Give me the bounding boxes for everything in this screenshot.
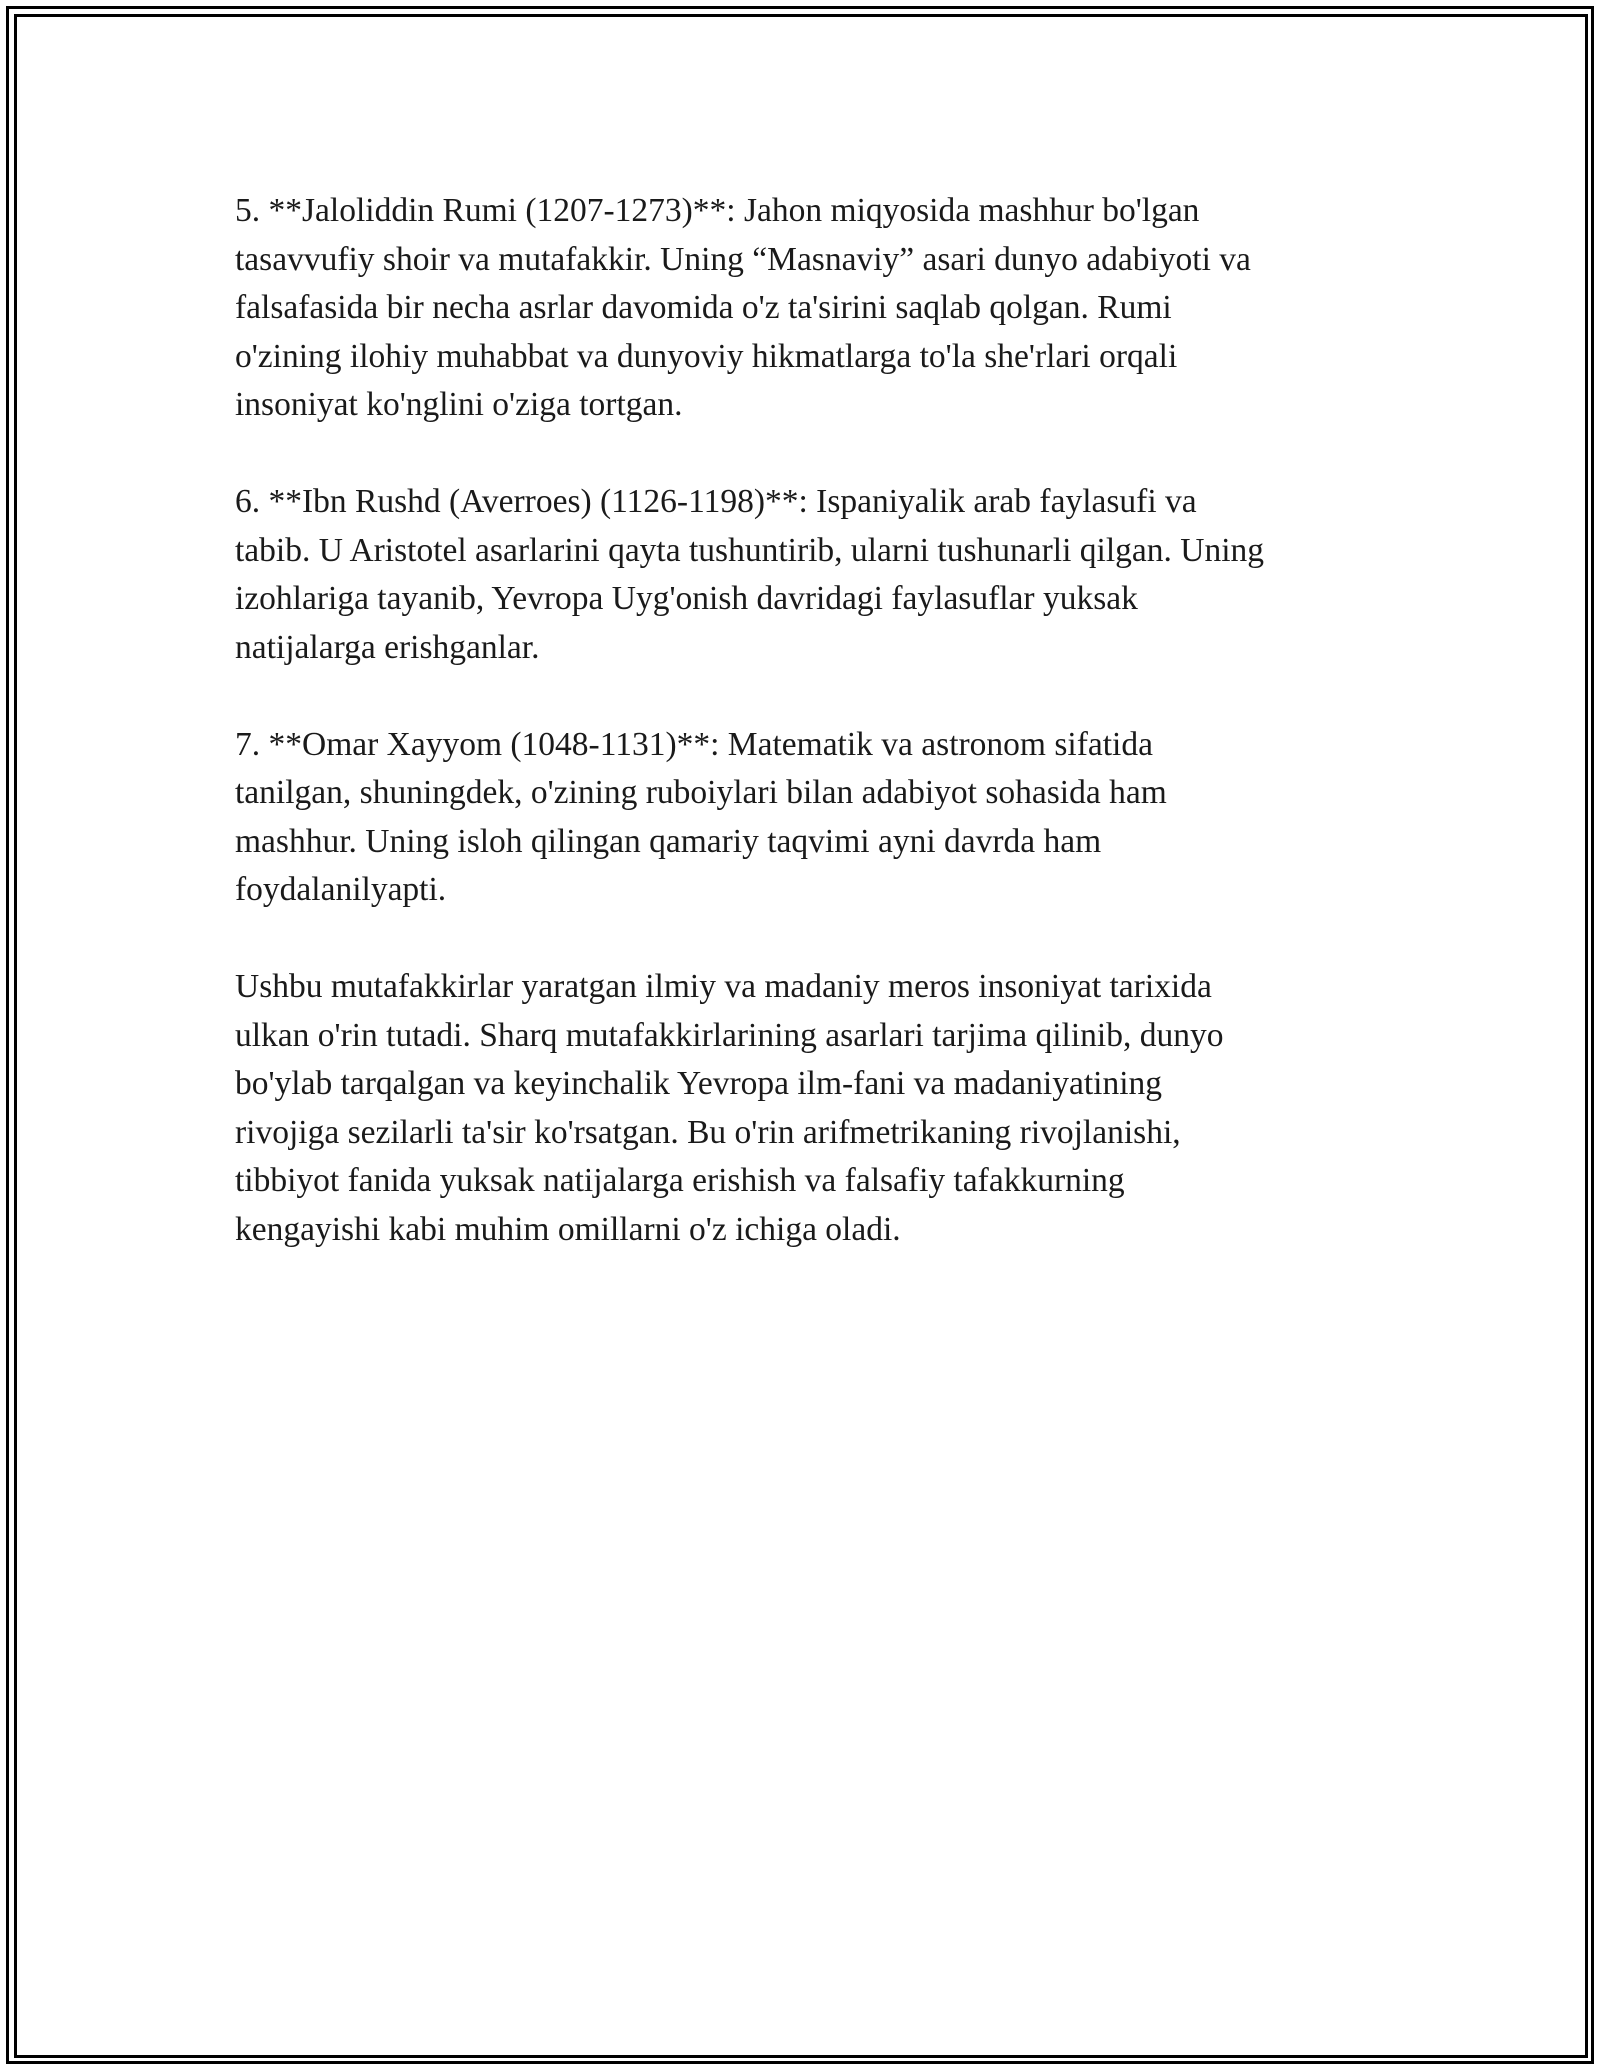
paragraph-conclusion: Ushbu mutafakkirlar yaratgan ilmiy va madaniy meros insoniyat tarixida ulkan o'rin tutadi. Sharq mutafakkirlarining asarlari tarjima qilinib, dunyo bo'ylab tarqalgan va keyinchalik Yevropa ilm-fani va madaniyatining rivojiga sezilarli ta'sir ko'rsatgan. Bu o'rin arifmetrikaning rivojlanishi, tibbiyot fanida yuksak natijalarga erishish va falsafiy tafakkurning kengayishi kabi muhim omillarni o'z ichiga oladi.	[235, 968, 1224, 1248]
document-body	[235, 187, 1380, 1303]
paragraph-rumi: 5. **Jaloliddin Rumi (1207-1273)**: Jahon miqyosida mashhur bo'lgan tasavvufiy shoir va mutafakkir. Uning “Masnaviy” asari dunyo adabiyoti va falsafasida bir necha asrlar davomida o'z ta'sirini saqlab qolgan. Rumi o'zining ilohiy muhabbat va dunyoviy hikmatlarga to'la she'rlari orqali insoniyat ko'nglini o'ziga tortgan.	[235, 192, 1251, 423]
paragraph-ibn-rushd: 6. **Ibn Rushd (Averroes) (1126-1198)**: Ispaniyalik arab faylasufi va tabib. U Aristotel asarlarini qayta tushuntirib, ularni tushunarli qilgan. Uning izohlariga tayanib, Yevropa Uyg'onish davridagi faylasuflar yuksak natijalarga erishganlar.	[235, 483, 1265, 666]
paragraph-omar-xayyom: 7. **Omar Xayyom (1048-1131)**: Matematik va astronom sifatida tanilgan, shuningdek, o'zining ruboiylari bilan adabiyot sohasida ham mashhur. Uning isloh qilingan qamariy taqvimi ayni davrda ham foydalanilyapti.	[235, 725, 1167, 908]
